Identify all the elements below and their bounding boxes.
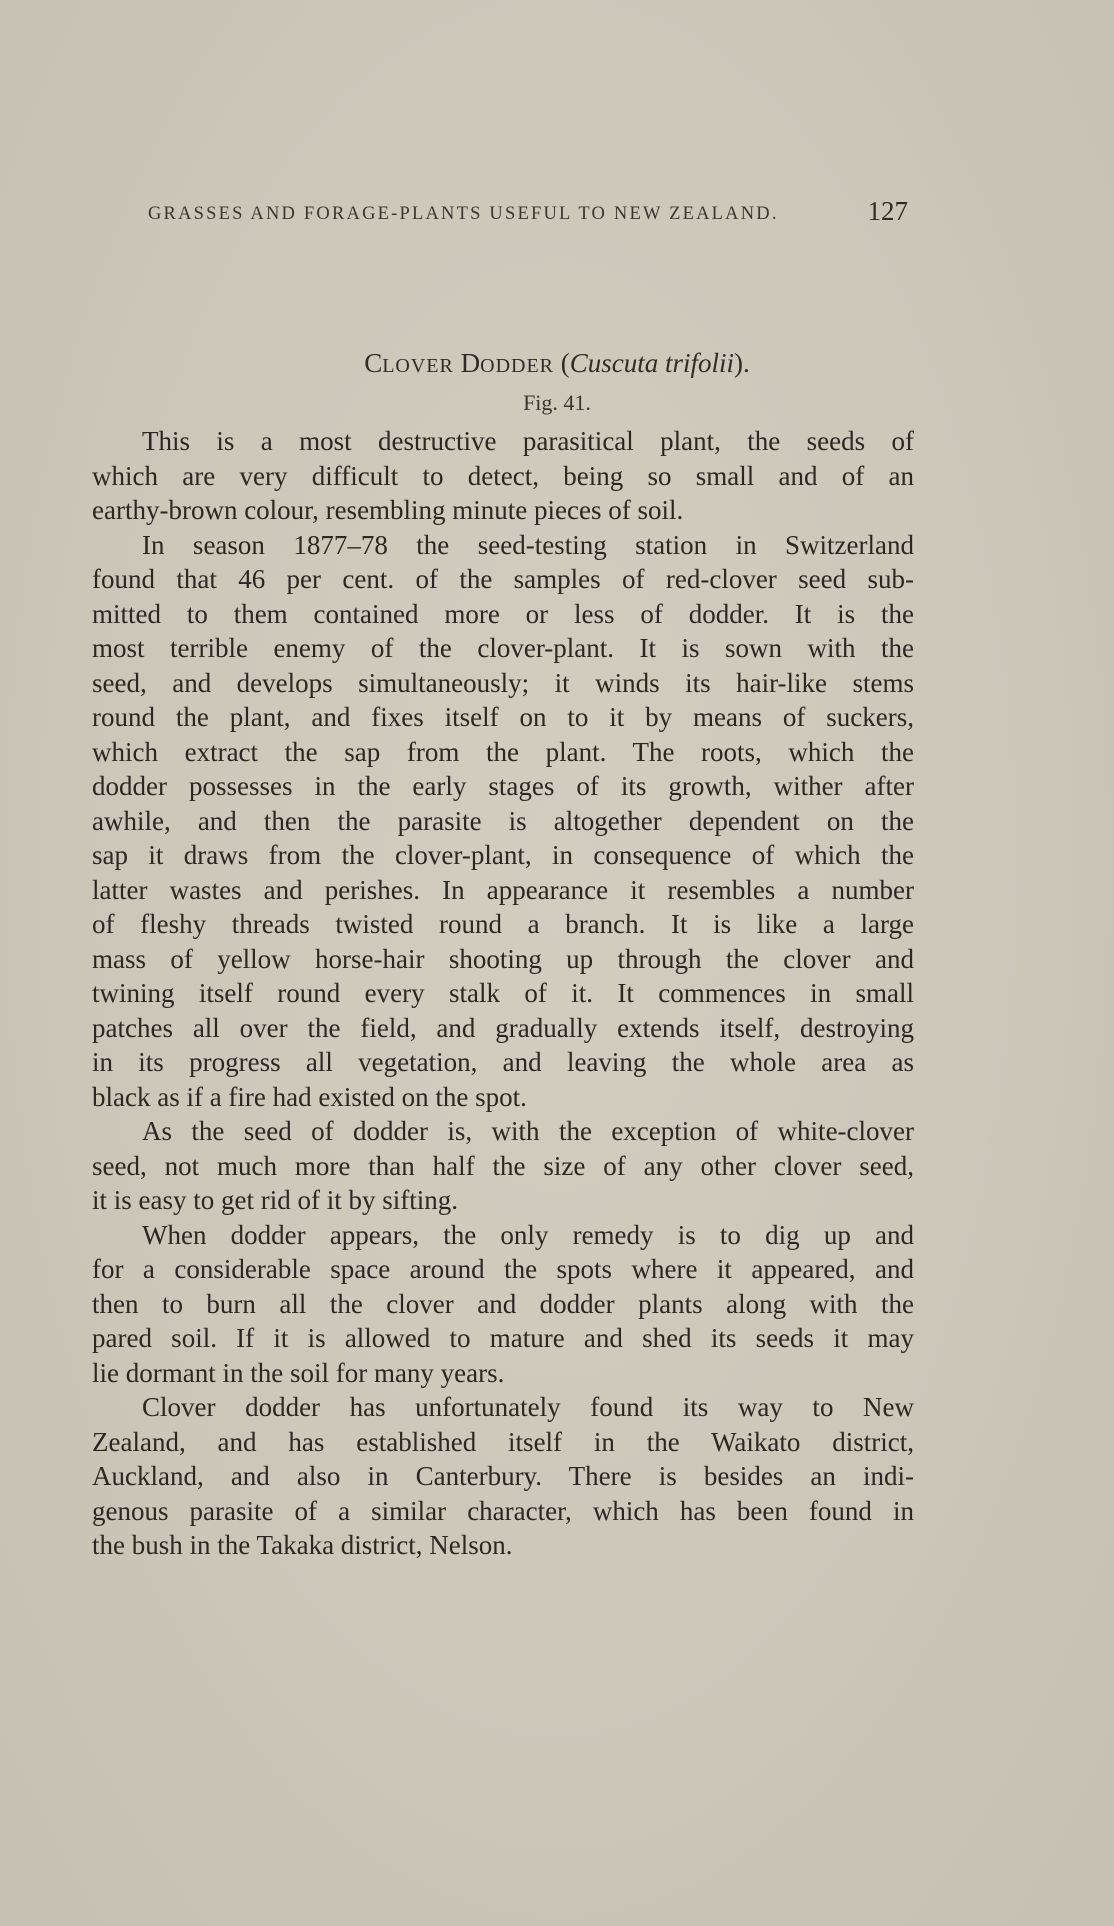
paragraph-3-line: it is easy to get rid of it by sifting. <box>92 1185 458 1215</box>
paragraph-5-line: Auckland, and also in Canterbury. There is besides an indi- <box>92 1461 914 1491</box>
paragraph-2-line: latter wastes and perishes. In appearance it resembles a number <box>92 874 914 905</box>
paragraph-5-line: Clover dodder has unfortunately found its way to New <box>142 1392 914 1422</box>
paragraph-2-line: sap it draws from the clover-plant, in consequence of which the <box>92 840 914 870</box>
title-initial-c: C <box>364 348 383 378</box>
running-head: GRASSES AND FORAGE-PLANTS USEFUL TO NEW ZEALAND. <box>148 204 779 224</box>
paragraph-2-line: seed, and develops simultaneously; it winds its hair-like stems <box>92 667 914 698</box>
paragraph-4-line: pared soil. If it is allowed to mature and shed its seeds it may <box>92 1323 914 1353</box>
figure-label: Fig. 41. <box>523 390 591 415</box>
section-title <box>0 348 1114 379</box>
paragraph-2-line: of fleshy threads twisted round a branch. It is like a large <box>92 909 914 939</box>
page-header <box>148 196 908 236</box>
paragraph-3-line: As the seed of dodder is, with the exception of white-clover <box>142 1116 914 1146</box>
paragraph-1-line: which are very difficult to detect, being so small and of an <box>92 460 914 491</box>
paragraph-4-line: for a considerable space around the spots where it appeared, and <box>92 1254 914 1284</box>
paragraph-2-line: found that 46 per cent. of the samples of red-clover seed sub- <box>92 564 914 594</box>
paragraph-2-line: patches all over the field, and gradually extends itself, destroying <box>92 1012 914 1043</box>
paragraph-2-line: black as if a fire had existed on the spot. <box>92 1081 527 1112</box>
title-latin-name: Cuscuta trifolii <box>569 348 735 378</box>
paragraph-2-line: In season 1877–78 the seed-testing station in Switzerland <box>142 529 914 560</box>
title-close-paren: ). <box>734 348 750 378</box>
paragraph-2-line: mass of yellow horse-hair shooting up through the clover and <box>92 943 914 974</box>
paragraph-2-line: twining itself round every stalk of it. It commences in small <box>92 978 914 1008</box>
paragraph-5-line: genous parasite of a similar character, which has been found in <box>92 1495 914 1526</box>
paragraph-4-line: lie dormant in the soil for many years. <box>92 1357 505 1388</box>
title-initial-d: D <box>460 348 481 378</box>
title-rest-dodder: ODDER <box>480 355 555 377</box>
title-open-paren: ( <box>560 348 570 378</box>
paragraph-4-line: When dodder appears, the only remedy is to dig up and <box>142 1219 914 1250</box>
page-number: 127 <box>867 196 908 226</box>
paragraph-3-line: seed, not much more than half the size of any other clover seed, <box>92 1150 914 1181</box>
paragraph-2-line: dodder possesses in the early stages of its growth, wither after <box>92 771 914 801</box>
paragraph-2-line: which extract the sap from the plant. The roots, which the <box>92 736 914 767</box>
title-rest-clover: LOVER <box>382 355 454 377</box>
paragraph-1-line: earthy-brown colour, resembling minute pieces of soil. <box>92 495 684 525</box>
body-text <box>92 424 914 1563</box>
paragraph-5-line: the bush in the Takaka district, Nelson. <box>92 1530 513 1560</box>
paragraph-5-line: Zealand, and has established itself in the Waikato district, <box>92 1426 914 1457</box>
paragraph-1-line: This is a most destructive parasitical plant, the seeds of <box>142 426 914 456</box>
paragraph-2-line: mitted to them contained more or less of dodder. It is the <box>92 598 914 629</box>
paragraph-2-line: most terrible enemy of the clover-plant. It is sown with the <box>92 633 914 663</box>
paragraph-2-line: awhile, and then the parasite is altogether dependent on the <box>92 805 914 836</box>
paragraph-2-line: round the plant, and fixes itself on to it by means of suckers, <box>92 702 914 732</box>
paragraph-2-line: in its progress all vegetation, and leaving the whole area as <box>92 1047 914 1077</box>
paragraph-4-line: then to burn all the clover and dodder plants along with the <box>92 1288 914 1319</box>
